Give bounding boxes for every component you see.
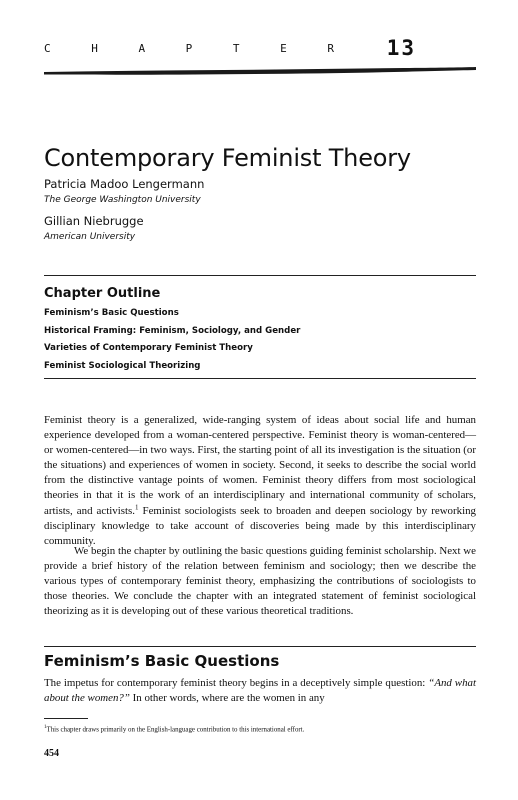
section-heading: Feminism’s Basic Questions: [44, 652, 280, 670]
outline-item: Feminist Sociological Theorizing: [44, 361, 201, 371]
outline-heading: Chapter Outline: [44, 286, 161, 301]
outline-item: Feminism’s Basic Questions: [44, 308, 179, 318]
chapter-letter: A: [138, 42, 146, 55]
chapter-letter: H: [91, 42, 98, 55]
chapter-letter: T: [232, 42, 240, 55]
quoted-question: “And what about the women?”: [44, 677, 476, 705]
author-affiliation: American University: [44, 232, 136, 242]
chapter-label: [44, 42, 334, 55]
body-paragraph: Feminist theory is a generalized, wide-ranging system of ideas about social life and human experience developed from a woman-centered perspective. Feminist theory is woman-centered—or women-centered—in two ways. First, the starting point of all its investigation is the situation (or the situations) and experiences of women in society. Second, it seeks to describe the social world from the distinctive vantage points of women. Feminist theory differs from most sociological theories in that it is the work of an interdisciplinary and international community of scholars, artists, and activists.$^1$ Feminist sociologists seek to broaden and deepen sociology by reworking disciplinary knowledge to take account of discoveries being made by this interdisciplinary community.: [44, 414, 476, 547]
brush-stroke-divider: [44, 63, 476, 77]
chapter-number: 13: [386, 36, 416, 60]
chapter-letter: P: [185, 42, 193, 55]
outline-bottom-rule: [44, 378, 476, 379]
section-top-rule: [44, 646, 476, 647]
chapter-title: Contemporary Feminist Theory: [44, 144, 411, 172]
section-paragraph: The impetus for contemporary feminist theory begins in a deceptively simple question: “And what about the women?” In other words, where are the women in any: [44, 677, 476, 705]
outline-top-rule: [44, 275, 476, 276]
chapter-header: [44, 38, 476, 62]
chapter-letter: C: [44, 42, 51, 55]
author-name: Patricia Madoo Lengermann: [44, 177, 205, 191]
footnote: $^1$This chapter draws primarily on the English-language contribution to this international effort.: [44, 725, 305, 734]
footnote-rule: [44, 718, 88, 719]
chapter-letter: R: [327, 42, 334, 55]
footnote-number: 1: [44, 725, 47, 730]
page-number: 454: [44, 748, 59, 759]
chapter-letter: E: [280, 42, 287, 55]
outline-item: Historical Framing: Feminism, Sociology, and Gender: [44, 326, 301, 336]
footnote-marker: 1: [134, 502, 139, 511]
body-paragraph: We begin the chapter by outlining the basic questions guiding feminist scholarship. Next we provide a brief history of the relation between feminism and sociology; then we describe the various types of contemporary feminist theory, emphasizing the contributions of sociologists to those theories. We conclude the chapter with an integrated statement of feminist sociological theorizing as it is developing out of these various theoretical traditions.: [44, 545, 476, 618]
author-name: Gillian Niebrugge: [44, 214, 144, 228]
outline-item: Varieties of Contemporary Feminist Theory: [44, 343, 253, 353]
author-affiliation: The George Washington University: [44, 195, 201, 205]
